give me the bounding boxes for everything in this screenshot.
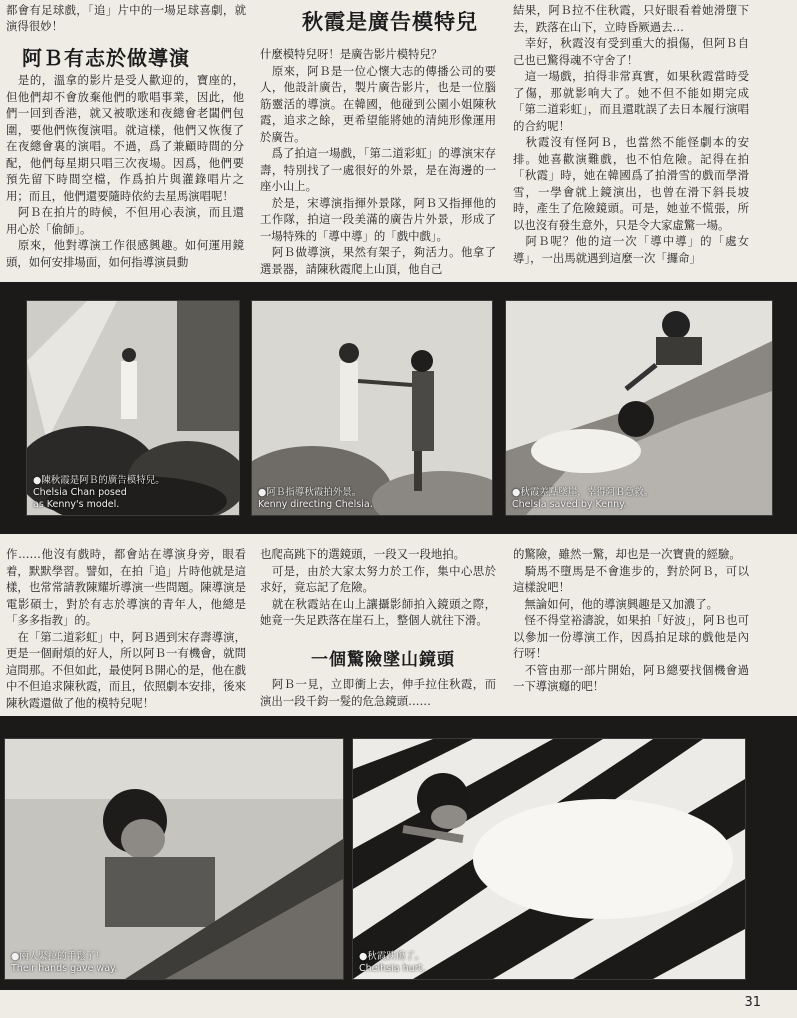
column-2-middle: 也爬高跳下的選鏡頭，一段又一段地拍。 可是，由於大家太努力於工作，集中心思於求好，竟忘記了危險。 就在秋霞站在山上讓攝影師拍入鏡頭之際，她竟一失足跌落在崖石上，整個人就往下滑。 [260, 547, 496, 627]
left-headline: 阿Ｂ有志於做導演 [22, 46, 190, 70]
column-2-top: 什麼模特兒呀！是廣告影片模特兒？ 原來，阿Ｂ是一位心懷大志的傳播公司的要人，他設計廣告，製片廣告影片，也是一位腦筋靈活的導演。在韓國，他碰到公園小姐陳秋霞，追求之餘，更希望能將她的清純形像運用於廣告。 爲了拍這一場戲，「第二道彩虹」的導演宋存壽，特別找了一處很好的外景，是在海邊的一座小山上。 於是，宋導演指揮外景隊，阿Ｂ又指揮他的工作隊，拍這一段美滿的廣告片外景，形成了一場特殊的「導中導」的「戲中戲」。 阿Ｂ做導演，果然有架子，夠活力。他拿了選景器，請陳秋霞爬上山頂，他自己 [260, 47, 496, 276]
photo-chelsia-model [26, 300, 240, 516]
photo-3-image [506, 301, 772, 515]
column-3-top: 結果，阿Ｂ拉不住秋霞，只好眼看着她滑墮下去，跌落在山下，立時昏厥過去… 幸好，秋霞沒有受到重大的損傷，但阿Ｂ自己也已驚得魂不守舍了！ 這一場戲，拍得非常真實，如果秋霞當時受了傷，那就影响大了。她不但不能如期完成「第二道彩虹」，而且還耽誤了去日本履行演唱的合約呢！ 秋霞沒有怪阿Ｂ，也當然不能怪劇本的安排。她喜歡演難戲，也不怕危險。記得在拍「秋霞」時，她在韓國爲了拍滑雪的戲而學滑雪，一學會就上鏡演出，也曾在滑下斜長坡時，產生了危險鏡頭。可是，她並不慌張，所以也沒有發生意外，只是令大家虛驚一場。 阿Ｂ呢？他的這一次「導中導」的「處女導」，一出馬就遇到這麼一次「攞命」 [513, 3, 749, 265]
photo-1-caption: ●陳秋霞是阿Ｂ的廣告模特兒。 Chelsia Chan posed as Kenny's model. [33, 475, 165, 510]
intro-text: 都會有足球戲，「追」片中的一場足球喜劇，就演得很妙！ [6, 3, 246, 33]
photo-5-caption: ●秋霞跌傷了。 Chelhsia hurt. [359, 951, 426, 974]
column-1-middle: 作……他沒有戲時，都會站在導演身旁，眼看着，默默學習。譬如，在拍「追」片時他就是這樣，也常常請教陳耀圻導演一些問題。陳導演是電影碩士，對於有志於導演的青年人，他總是「多多指教」的。 在「第二道彩虹」中，阿Ｂ遇到宋存壽導演，更是一個耐煩的好人，所以阿Ｂ一有機會，就問這問那。不但如此，最使阿Ｂ開心的是，他在戲中不但追求陳秋霞，而且，依照劇本安排，後來陳秋霞還做了他的模特兒呢！ [6, 547, 246, 710]
photo-3-caption: ●秋霞差點墜崖，幸得阿Ｂ急救。 Chelsia saved by Kenny. [512, 487, 654, 510]
page-number: 31 [744, 995, 761, 1010]
photo-4-caption: ●兩人緊拉的手鬆了！ Their hands gave way. [11, 951, 118, 974]
photo-chelsia-hurt [352, 738, 746, 980]
photo-4-image [5, 739, 343, 979]
column-2-after-heading: 阿Ｂ一見，立即衝上去，伸手拉住秋霞，而演出一段千鈞一髮的危急鏡頭…… [260, 677, 496, 708]
section-headline: 一個驚險墜山鏡頭 [311, 650, 455, 670]
main-headline: 秋霞是廣告模特兒 [302, 10, 478, 34]
photo-chelsia-saved [505, 300, 773, 516]
photo-2-image [252, 301, 492, 515]
photo-2-caption: ●阿Ｂ指導秋霞拍外景。 Kenny directing Chelsia. [258, 487, 373, 510]
photo-5-image [353, 739, 745, 979]
photo-hands-gave-way [4, 738, 344, 980]
photo-kenny-directing [251, 300, 493, 516]
column-3-middle: 的驚險，雖然一驚，却也是一次寶貴的經驗。 騎馬不墮馬是不會進步的，對於阿Ｂ，可以這樣說吧！ 無論如何，他的導演興趣是又加濃了。 怪不得堂裕濤說，如果拍「好波」，阿Ｂ也可以參加一份導演工作，因爲拍足球的戲他是內行呀！ 不管由那一部片開始，阿Ｂ總要找個機會過一下導演癮的吧！ [513, 547, 749, 693]
column-1-top: 是的，溫拿的影片是受人歡迎的，寶座的，但他們却不會放棄他們的歌唱事業，因此，他們一回到香港，就又被歌迷和夜總會老闆們包圍，要他們恢復演唱。就這樣，他們又恢復了在夜總會裏的演唱。不過，爲了兼顧時間的分配，他們每星期只唱三次夜場。因爲，他們要預先留下時間空檔，作爲拍片與灌錄唱片之用；而且，他們還要隨時依約去星馬演唱呢！ 阿Ｂ在拍片的時候，不但用心表演，而且還用心於「偷師」。 原來，他對導演工作很感興趣。如何運用鏡頭，如何安排場面，如何指導演員動 [6, 73, 244, 269]
